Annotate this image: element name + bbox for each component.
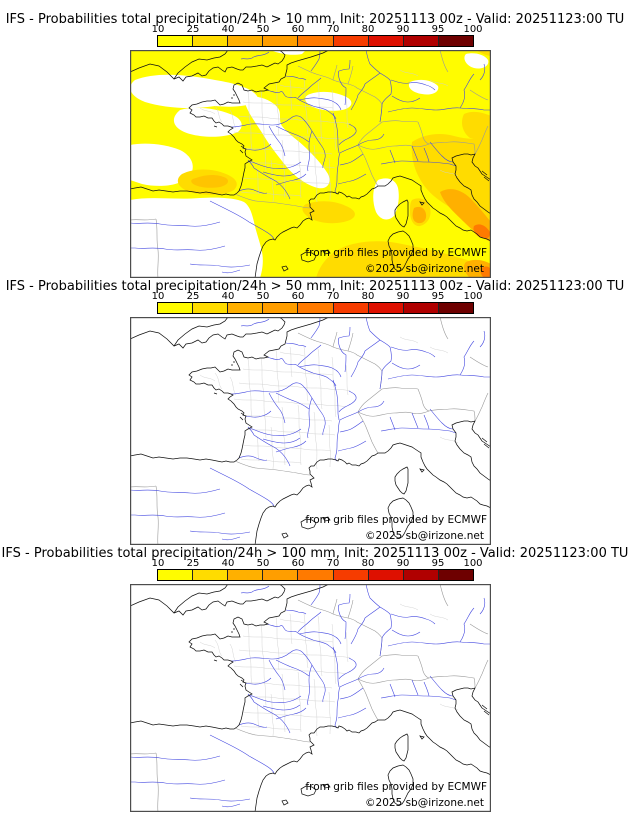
colorbar-segment: [334, 303, 369, 313]
colorbar-tick-label: 25: [186, 24, 200, 35]
colorbar-tick-label: 90: [396, 558, 410, 569]
probability-overlay: [130, 50, 491, 278]
attribution-source: from grib files provided by ECMWF: [305, 514, 487, 526]
colorbar-segment: [158, 570, 193, 580]
colorbar-segment: [369, 570, 404, 580]
map-background: [130, 584, 491, 812]
panel-precip-gt-10mm: [0, 0, 630, 275]
colorbar-segment: [193, 303, 228, 313]
colorbar-tick-label: 70: [326, 24, 340, 35]
colorbar-tick-label: 10: [151, 291, 165, 302]
colorbar-segment: [263, 303, 298, 313]
colorbar-segment: [439, 570, 473, 580]
colorbar-segment: [439, 36, 473, 46]
colorbar-tick-labels: [151, 558, 483, 569]
colorbar-tick-labels: [151, 24, 483, 35]
map-precip-gt-10mm: [130, 50, 491, 278]
colorbar-segment: [228, 570, 263, 580]
colorbar-segment: [228, 303, 263, 313]
colorbar-segment: [404, 570, 439, 580]
colorbar-segment: [369, 36, 404, 46]
colorbar-tick-label: 50: [256, 558, 270, 569]
colorbar-segment: [298, 36, 333, 46]
colorbar-segment: [193, 570, 228, 580]
colorbar-segment: [158, 303, 193, 313]
colorbar-tick-label: 95: [431, 558, 445, 569]
colorbar-tick-label: 90: [396, 24, 410, 35]
colorbar-tick-label: 50: [256, 291, 270, 302]
colorbar-tick-label: 95: [431, 24, 445, 35]
colorbar-segment: [298, 570, 333, 580]
colorbar-tick-label: 40: [221, 558, 235, 569]
attribution-copyright: ©2025 sb@irizone.net: [365, 263, 484, 275]
colorbar-segment: [193, 36, 228, 46]
colorbar-tick-label: 90: [396, 291, 410, 302]
colorbar-tick-label: 100: [463, 24, 483, 35]
map-background: [130, 317, 491, 545]
colorbar: [157, 35, 474, 47]
panel-precip-gt-50mm: [0, 267, 630, 542]
colorbar-segment: [404, 303, 439, 313]
colorbar-tick-label: 40: [221, 291, 235, 302]
colorbar-segment: [263, 570, 298, 580]
colorbar-segment: [158, 36, 193, 46]
colorbar-tick-label: 80: [361, 24, 375, 35]
colorbar-tick-label: 100: [463, 558, 483, 569]
colorbar-tick-label: 95: [431, 291, 445, 302]
colorbar-tick-label: 80: [361, 558, 375, 569]
colorbar-tick-label: 40: [221, 24, 235, 35]
colorbar-tick-labels: [151, 291, 483, 302]
colorbar-tick-label: 25: [186, 558, 200, 569]
colorbar-segment: [334, 570, 369, 580]
colorbar-segment: [263, 36, 298, 46]
colorbar-segment: [228, 36, 263, 46]
colorbar-tick-label: 10: [151, 558, 165, 569]
attribution-source: from grib files provided by ECMWF: [305, 247, 487, 259]
colorbar-segment: [439, 303, 473, 313]
colorbar-tick-label: 25: [186, 291, 200, 302]
colorbar-tick-label: 100: [463, 291, 483, 302]
colorbar-tick-label: 60: [291, 291, 305, 302]
attribution-copyright: ©2025 sb@irizone.net: [365, 530, 484, 542]
colorbar-tick-label: 70: [326, 291, 340, 302]
attribution-copyright: ©2025 sb@irizone.net: [365, 797, 484, 809]
map-precip-gt-100mm: [130, 584, 491, 812]
colorbar-tick-label: 80: [361, 291, 375, 302]
colorbar-segment: [369, 303, 404, 313]
colorbar-tick-label: 60: [291, 24, 305, 35]
panel-title: IFS - Probabilities total precipitation/24h > 10 mm, Init: 20251113 00z - Valid: 20251123:00 TU: [5, 12, 625, 27]
panel-title: IFS - Probabilities total precipitation/24h > 50 mm, Init: 20251113 00z - Valid: 20251123:00 TU: [5, 279, 625, 294]
attribution-source: from grib files provided by ECMWF: [305, 781, 487, 793]
colorbar-segment: [334, 36, 369, 46]
colorbar-segment: [298, 303, 333, 313]
colorbar-segment: [404, 36, 439, 46]
colorbar-tick-label: 60: [291, 558, 305, 569]
colorbar: [157, 302, 474, 314]
colorbar-tick-label: 70: [326, 558, 340, 569]
panel-title: IFS - Probabilities total precipitation/24h > 100 mm, Init: 20251113 00z - Valid: 20251123:00 TU: [1, 546, 629, 561]
colorbar-tick-label: 50: [256, 24, 270, 35]
colorbar-tick-label: 10: [151, 24, 165, 35]
colorbar: [157, 569, 474, 581]
map-precip-gt-50mm: [130, 317, 491, 545]
panel-precip-gt-100mm: [0, 534, 630, 809]
